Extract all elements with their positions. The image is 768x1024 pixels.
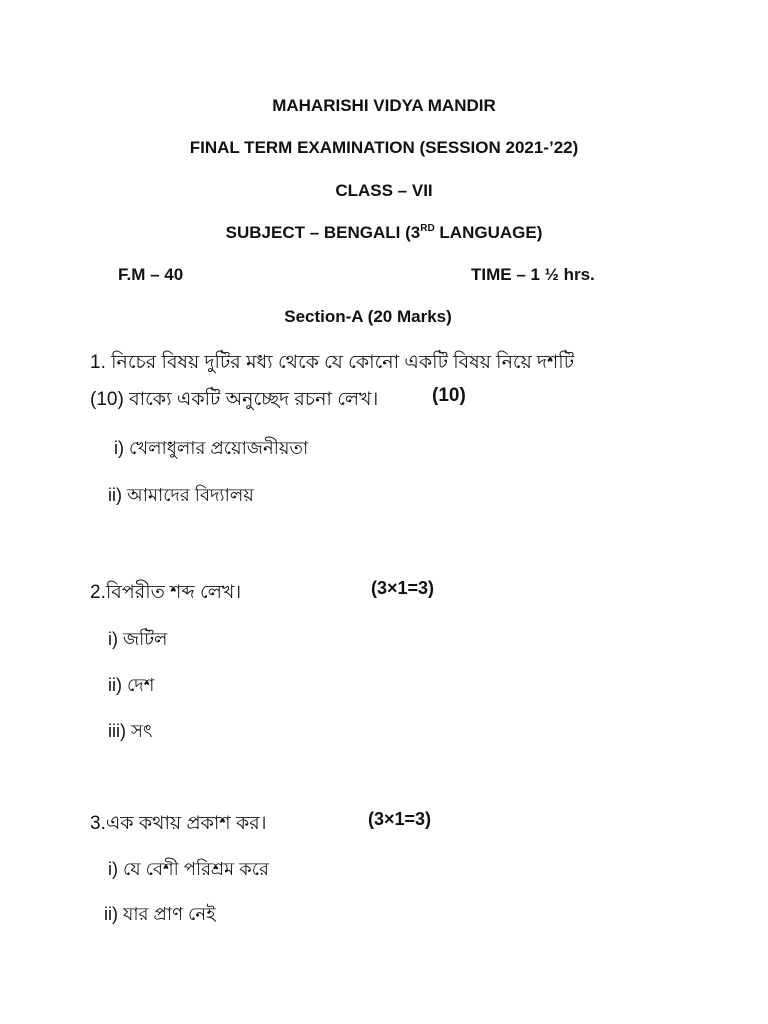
time-allowed: TIME – 1 ½ hrs.: [471, 265, 595, 284]
question-3-line1: 3.এক কথায় প্রকাশ কর।: [90, 813, 267, 834]
question-3-item-1: i) যে বেশী পরিশ্রম করে: [108, 859, 269, 879]
school-name: MAHARISHI VIDYA MANDIR: [272, 96, 496, 115]
question-3-marks: (3×1=3): [368, 809, 432, 829]
question-2-marks: (3×1=3): [371, 578, 435, 598]
subject-sup: RD: [420, 223, 435, 234]
question-1-marks: (10): [432, 385, 466, 406]
class-label: CLASS – VII: [335, 181, 433, 200]
full-marks: F.M – 40: [118, 265, 184, 284]
question-2-item-3: iii) সৎ: [108, 721, 153, 741]
subject-prefix: SUBJECT – BENGALI (3: [225, 223, 421, 242]
section-title: Section-A (20 Marks): [284, 307, 452, 326]
question-3-item-2: ii) যার প্রাণ নেই: [104, 904, 216, 924]
exam-title: FINAL TERM EXAMINATION (SESSION 2021-’22): [189, 138, 579, 157]
question-1-line2: (10) বাক্যে একটি অনুচ্ছেদ রচনা লেখ।: [90, 389, 379, 410]
subject-label: [0, 223, 768, 243]
question-2-item-1: i) জটিল: [108, 629, 168, 649]
question-2-line1: 2.বিপরীত শব্দ লেখ।: [90, 582, 242, 603]
subject-suffix: LANGUAGE): [434, 223, 543, 242]
question-1-line1: 1. নিচের বিষয় দুটির মধ্য থেকে যে কোনো একটি বিষয় নিয়ে দশটি: [90, 352, 575, 373]
question-2-item-2: ii) দেশ: [108, 675, 155, 695]
question-1-item-2: ii) আমাদের বিদ্যালয়: [108, 485, 254, 505]
question-1-item-1: i) খেলাধুলার প্রয়োজনীয়তা: [114, 438, 309, 458]
